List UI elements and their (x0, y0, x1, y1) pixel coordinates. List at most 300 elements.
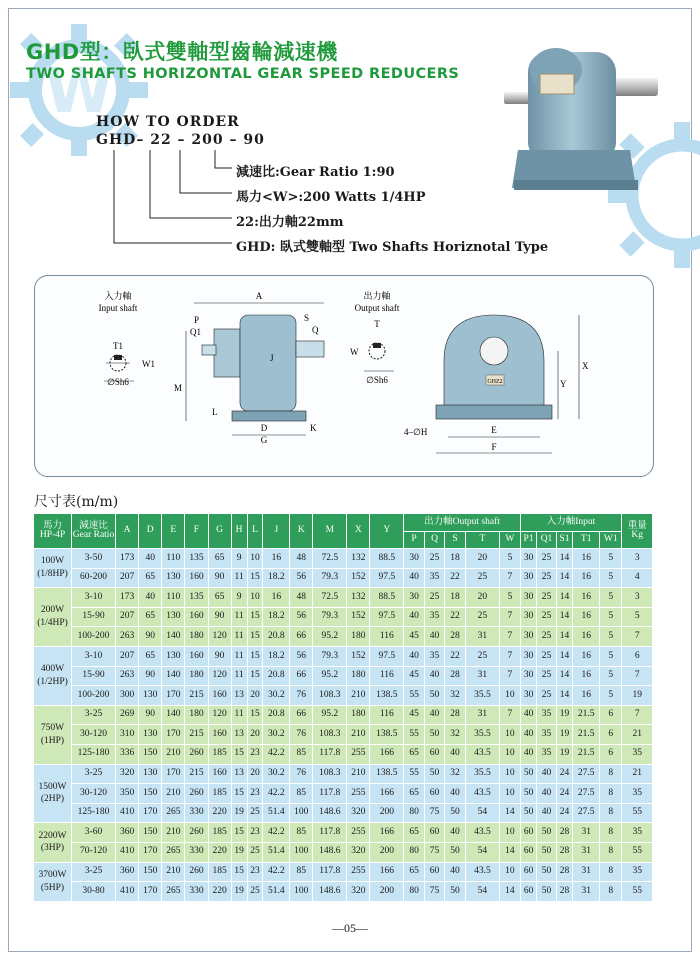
table-cell: 20 (465, 549, 499, 569)
hp-cell: 100W (1/8HP) (34, 549, 72, 588)
table-cell: 60 (520, 862, 537, 882)
table-cell: 200 (370, 803, 404, 823)
table-cell: 16 (263, 588, 290, 608)
table-cell: 100 (290, 842, 313, 862)
table-cell: 60 (424, 784, 444, 804)
page-title-en: TWO SHAFTS HORIZONTAL GEAR SPEED REDUCERS (26, 66, 460, 82)
table-cell: 16 (573, 588, 600, 608)
table-cell: 76 (290, 764, 313, 784)
table-cell: 28 (445, 705, 465, 725)
table-cell: 14 (500, 882, 521, 902)
table-cell: 185 (208, 784, 231, 804)
table-cell: 140 (162, 666, 185, 686)
col-l-header: L (247, 514, 263, 549)
col-y-header: Y (370, 514, 404, 549)
table-cell: 40 (445, 862, 465, 882)
table-cell: 210 (162, 862, 185, 882)
table-cell: 54 (465, 842, 499, 862)
table-cell: 35 (537, 744, 556, 764)
table-cell: 45 (404, 705, 424, 725)
table-cell: 180 (185, 705, 208, 725)
table-cell: 25 (465, 607, 499, 627)
col-weight-header: 重量 Kg (622, 514, 653, 549)
table-cell: 80 (404, 882, 424, 902)
table-cell: 130 (162, 568, 185, 588)
table-cell: 65 (139, 607, 162, 627)
dim-q1-label: Q1 (190, 327, 201, 337)
table-cell: 410 (116, 803, 139, 823)
table-row (34, 686, 653, 706)
col-h-header: H (231, 514, 247, 549)
table-cell: 21.5 (573, 705, 600, 725)
table-cell: 173 (116, 588, 139, 608)
table-cell: 170 (139, 842, 162, 862)
dim-g-label: G (260, 435, 268, 445)
table-cell: 75 (424, 842, 444, 862)
hp-cell: 750W (1HP) (34, 705, 72, 764)
table-cell: 7 (500, 607, 521, 627)
table-cell: 66 (290, 666, 313, 686)
table-cell: 16 (573, 686, 600, 706)
table-cell: 43.5 (465, 744, 499, 764)
table-cell: 160 (185, 568, 208, 588)
table-cell: 23 (247, 744, 263, 764)
table-row (34, 549, 653, 569)
table-cell: 80 (404, 842, 424, 862)
svg-text:W: W (44, 54, 114, 127)
table-cell: 21 (622, 764, 653, 784)
table-cell: 15 (247, 607, 263, 627)
table-cell: 120 (208, 705, 231, 725)
table-cell: 30 (520, 549, 537, 569)
table-cell: 25 (465, 646, 499, 666)
table-cell: 16 (573, 568, 600, 588)
dim-hole-label: 4–∅H (404, 427, 428, 437)
table-cell: 207 (116, 646, 139, 666)
table-cell: 25 (537, 549, 556, 569)
table-cell: 40 (537, 803, 556, 823)
ratio-cell: 3-50 (72, 549, 116, 569)
table-cell: 50 (537, 862, 556, 882)
table-cell: 31 (573, 823, 600, 843)
table-cell: 11 (231, 705, 247, 725)
table-cell: 30.2 (263, 764, 290, 784)
table-cell: 255 (347, 823, 370, 843)
table-cell: 265 (162, 882, 185, 902)
table-cell: 25 (537, 686, 556, 706)
table-cell: 180 (347, 666, 370, 686)
table-cell: 19 (231, 803, 247, 823)
table-cell: 50 (520, 764, 537, 784)
table-cell: 117.8 (313, 862, 347, 882)
table-cell: 31 (465, 666, 499, 686)
table-cell: 51.4 (263, 803, 290, 823)
table-cell: 97.5 (370, 607, 404, 627)
table-cell: 40 (424, 666, 444, 686)
table-cell: 23 (247, 784, 263, 804)
table-cell: 10 (500, 862, 521, 882)
table-cell: 43.5 (465, 862, 499, 882)
table-cell: 65 (404, 784, 424, 804)
table-cell: 6 (600, 744, 622, 764)
table-cell: 23 (247, 862, 263, 882)
table-cell: 160 (185, 646, 208, 666)
table-cell: 10 (500, 744, 521, 764)
table-cell: 263 (116, 627, 139, 647)
table-cell: 6 (622, 646, 653, 666)
table-cell: 25 (424, 588, 444, 608)
table-cell: 120 (208, 627, 231, 647)
table-cell: 180 (185, 627, 208, 647)
table-cell: 5 (600, 549, 622, 569)
table-cell: 20 (247, 686, 263, 706)
table-cell: 8 (600, 842, 622, 862)
table-cell: 79.3 (313, 646, 347, 666)
table-cell: 5 (600, 588, 622, 608)
input-t1-label: T1 (113, 341, 123, 351)
table-cell: 65 (404, 862, 424, 882)
output-shaft-group-header: 出力軸Output shaft (404, 514, 520, 532)
table-cell: 166 (370, 784, 404, 804)
dim-l-label: L (212, 407, 218, 417)
col-j-header: J (263, 514, 290, 549)
table-cell: 220 (208, 803, 231, 823)
table-cell: 50 (520, 784, 537, 804)
input-w1-label: W1 (142, 359, 155, 369)
table-cell: 90 (208, 607, 231, 627)
table-cell: 170 (139, 803, 162, 823)
table-cell: 260 (185, 744, 208, 764)
table-cell: 117.8 (313, 784, 347, 804)
table-cell: 20 (465, 588, 499, 608)
table-cell: 21.5 (573, 725, 600, 745)
table-cell: 50 (445, 882, 465, 902)
order-code: GHD– 22 – 200 – 90 (96, 132, 265, 148)
table-cell: 40 (445, 744, 465, 764)
table-cell: 265 (162, 803, 185, 823)
table-cell: 150 (139, 784, 162, 804)
table-cell: 48 (290, 549, 313, 569)
table-cell: 150 (139, 823, 162, 843)
table-cell: 19 (622, 686, 653, 706)
table-cell: 108.3 (313, 764, 347, 784)
table-cell: 65 (208, 549, 231, 569)
dim-a-label: A (255, 291, 263, 301)
table-cell: 25 (537, 568, 556, 588)
table-cell: 16 (573, 666, 600, 686)
dim-j-label: J (270, 353, 274, 363)
dim-x-label: X (582, 361, 589, 371)
ratio-cell: 100-200 (72, 686, 116, 706)
col-g-header: G (208, 514, 231, 549)
dim-k-label: K (310, 423, 317, 433)
table-cell: 42.2 (263, 744, 290, 764)
table-cell: 255 (347, 862, 370, 882)
table-cell: 263 (116, 666, 139, 686)
table-cell: 43.5 (465, 823, 499, 843)
table-cell: 300 (116, 686, 139, 706)
table-cell: 65 (404, 823, 424, 843)
table-row (34, 627, 653, 647)
table-cell: 173 (116, 549, 139, 569)
table-cell: 15 (247, 646, 263, 666)
table-cell: 42.2 (263, 823, 290, 843)
table-cell: 210 (347, 725, 370, 745)
hp-cell: 400W (1/2HP) (34, 646, 72, 705)
col-q-header: Q (424, 532, 444, 549)
table-cell: 23 (247, 823, 263, 843)
table-cell: 50 (537, 823, 556, 843)
table-cell: 22 (445, 607, 465, 627)
dim-q-label: Q (312, 325, 319, 335)
table-cell: 85 (290, 744, 313, 764)
table-cell: 30 (520, 646, 537, 666)
ratio-cell: 30-120 (72, 784, 116, 804)
table-cell: 28 (445, 627, 465, 647)
table-cell: 132 (347, 549, 370, 569)
table-cell: 140 (162, 705, 185, 725)
table-cell: 35 (424, 646, 444, 666)
table-cell: 215 (185, 764, 208, 784)
table-cell: 7 (500, 646, 521, 666)
table-cell: 10 (500, 725, 521, 745)
table-cell: 15 (231, 784, 247, 804)
table-cell: 135 (185, 549, 208, 569)
order-leader-lines (0, 0, 700, 260)
table-cell: 10 (247, 588, 263, 608)
table-cell: 210 (162, 823, 185, 843)
table-cell: 150 (139, 862, 162, 882)
table-cell: 27.5 (573, 784, 600, 804)
table-cell: 88.5 (370, 588, 404, 608)
table-cell: 60 (520, 823, 537, 843)
table-cell: 152 (347, 607, 370, 627)
col-s-header: S (445, 532, 465, 549)
table-cell: 30 (404, 588, 424, 608)
table-cell: 40 (139, 549, 162, 569)
table-cell: 79.3 (313, 568, 347, 588)
table-cell: 152 (347, 646, 370, 666)
table-cell: 43.5 (465, 784, 499, 804)
table-cell: 220 (208, 842, 231, 862)
table-cell: 25 (247, 803, 263, 823)
table-row (34, 568, 653, 588)
table-cell: 166 (370, 862, 404, 882)
table-cell: 65 (139, 568, 162, 588)
table-cell: 320 (347, 842, 370, 862)
table-cell: 20 (247, 764, 263, 784)
table-cell: 5 (500, 588, 521, 608)
nameplate-label: GHZ2 (487, 379, 503, 385)
table-cell: 5 (622, 607, 653, 627)
table-cell: 35 (622, 744, 653, 764)
table-cell: 130 (162, 607, 185, 627)
table-cell: 210 (162, 744, 185, 764)
table-row (34, 803, 653, 823)
table-cell: 35 (622, 784, 653, 804)
table-cell: 27.5 (573, 764, 600, 784)
table-cell: 108.3 (313, 686, 347, 706)
table-cell: 8 (600, 862, 622, 882)
table-cell: 148.6 (313, 842, 347, 862)
table-cell: 5 (600, 627, 622, 647)
table-cell: 35.5 (465, 686, 499, 706)
table-cell: 320 (347, 803, 370, 823)
table-cell: 120 (208, 666, 231, 686)
table-cell: 30 (520, 627, 537, 647)
table-cell: 220 (208, 882, 231, 902)
table-cell: 60 (520, 842, 537, 862)
table-cell: 40 (404, 646, 424, 666)
table-cell: 42.2 (263, 862, 290, 882)
table-cell: 15 (247, 627, 263, 647)
table-cell: 16 (573, 646, 600, 666)
table-cell: 25 (424, 549, 444, 569)
table-cell: 19 (556, 705, 573, 725)
ratio-cell: 3-25 (72, 862, 116, 882)
table-cell: 50 (445, 842, 465, 862)
table-cell: 72.5 (313, 549, 347, 569)
output-w-label: W (350, 347, 359, 357)
table-cell: 132 (347, 588, 370, 608)
table-cell: 50 (537, 842, 556, 862)
ratio-cell: 3-25 (72, 764, 116, 784)
table-cell: 25 (465, 568, 499, 588)
table-cell: 5 (600, 646, 622, 666)
input-shaft-label-en: Input shaft (98, 303, 138, 313)
table-cell: 32 (445, 725, 465, 745)
table-cell: 9 (231, 549, 247, 569)
table-cell: 40 (445, 784, 465, 804)
ratio-cell: 3-60 (72, 823, 116, 843)
table-cell: 200 (370, 882, 404, 902)
ratio-cell: 15-90 (72, 607, 116, 627)
table-cell: 25 (537, 666, 556, 686)
table-cell: 28 (556, 823, 573, 843)
col-x-header: X (347, 514, 370, 549)
table-cell: 25 (247, 842, 263, 862)
table-cell: 80 (404, 803, 424, 823)
table-cell: 11 (231, 568, 247, 588)
table-cell: 15 (231, 862, 247, 882)
col-p1-header: P1 (520, 532, 537, 549)
table-cell: 88.5 (370, 549, 404, 569)
dimension-drawing (34, 275, 654, 477)
col-k-header: K (290, 514, 313, 549)
table-cell: 7 (500, 705, 521, 725)
table-cell: 66 (290, 627, 313, 647)
table-cell: 180 (185, 666, 208, 686)
col-t1-header: T1 (573, 532, 600, 549)
table-cell: 25 (537, 607, 556, 627)
table-row (34, 705, 653, 725)
table-cell: 5 (600, 666, 622, 686)
table-cell: 40 (537, 784, 556, 804)
table-cell: 50 (445, 803, 465, 823)
table-cell: 130 (139, 686, 162, 706)
table-cell: 130 (139, 725, 162, 745)
table-cell: 360 (116, 823, 139, 843)
col-q1-header: Q1 (537, 532, 556, 549)
table-cell: 5 (600, 568, 622, 588)
dimension-table (33, 513, 653, 902)
table-cell: 16 (573, 627, 600, 647)
dimension-table-body (34, 549, 653, 902)
table-cell: 66 (290, 705, 313, 725)
table-cell: 18 (445, 588, 465, 608)
table-cell: 160 (185, 607, 208, 627)
table-cell: 16 (263, 549, 290, 569)
table-cell: 185 (208, 823, 231, 843)
table-cell: 51.4 (263, 882, 290, 902)
table-cell: 138.5 (370, 725, 404, 745)
table-cell: 14 (556, 607, 573, 627)
table-cell: 75 (424, 803, 444, 823)
table-cell: 42.2 (263, 784, 290, 804)
table-cell: 28 (556, 882, 573, 902)
table-cell: 20.8 (263, 627, 290, 647)
dim-e-label: E (491, 425, 497, 435)
table-cell: 10 (247, 549, 263, 569)
table-cell: 55 (622, 842, 653, 862)
hp-cell: 1500W (2HP) (34, 764, 72, 823)
table-cell: 32 (445, 764, 465, 784)
table-cell: 95.2 (313, 627, 347, 647)
table-cell: 7 (622, 705, 653, 725)
table-cell: 14 (556, 568, 573, 588)
order-label-type: GHD: 臥式雙軸型 Two Shafts Horiznotal Type (236, 240, 549, 255)
table-cell: 166 (370, 823, 404, 843)
table-cell: 20.8 (263, 666, 290, 686)
table-cell: 19 (556, 725, 573, 745)
table-cell: 31 (573, 862, 600, 882)
table-cell: 31 (465, 627, 499, 647)
table-cell: 5 (600, 607, 622, 627)
table-cell: 14 (556, 588, 573, 608)
table-cell: 160 (208, 725, 231, 745)
table-row (34, 666, 653, 686)
col-d-header: D (139, 514, 162, 549)
table-cell: 30.2 (263, 725, 290, 745)
table-cell: 148.6 (313, 803, 347, 823)
order-label-shaft: 22:出力軸22mm (236, 215, 344, 230)
table-cell: 60 (424, 744, 444, 764)
table-cell: 15 (247, 666, 263, 686)
input-shaft-label-cn: 入力軸 (104, 291, 132, 301)
table-cell: 11 (231, 646, 247, 666)
table-cell: 130 (162, 646, 185, 666)
table-cell: 15 (247, 705, 263, 725)
table-cell: 85 (290, 784, 313, 804)
col-t-header: T (465, 532, 499, 549)
table-cell: 14 (500, 842, 521, 862)
table-cell: 35 (537, 705, 556, 725)
table-cell: 31 (465, 705, 499, 725)
table-cell: 55 (622, 803, 653, 823)
table-cell: 138.5 (370, 686, 404, 706)
table-cell: 30 (520, 588, 537, 608)
table-cell: 116 (370, 705, 404, 725)
table-cell: 148.6 (313, 882, 347, 902)
hp-cell: 3700W (5HP) (34, 862, 72, 901)
table-cell: 35 (424, 568, 444, 588)
table-cell: 76 (290, 725, 313, 745)
col-w1-header: W1 (600, 532, 622, 549)
table-cell: 15 (231, 823, 247, 843)
table-cell: 31 (573, 882, 600, 902)
table-cell: 45 (404, 627, 424, 647)
table-cell: 8 (600, 764, 622, 784)
